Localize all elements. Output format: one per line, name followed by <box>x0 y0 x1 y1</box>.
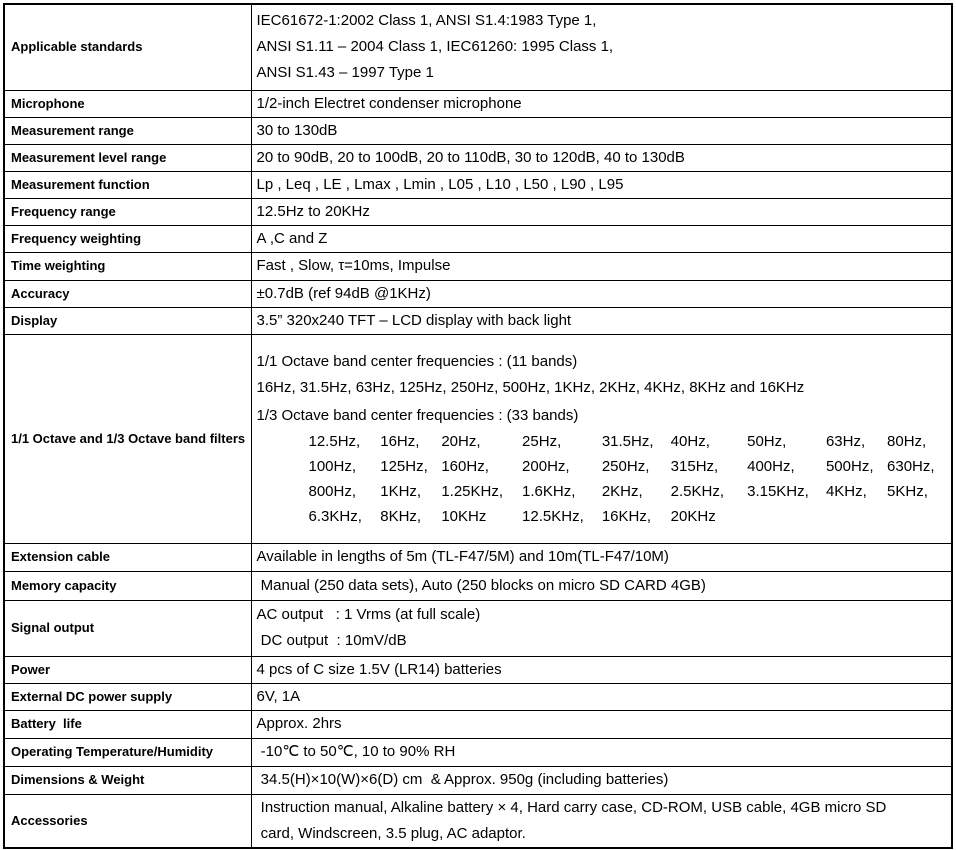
row-extension-cable <box>4 543 952 571</box>
value-time-weighting: Fast , Slow, τ=10ms, Impulse <box>251 252 952 280</box>
value-applicable-standards <box>251 4 952 90</box>
label-memory-capacity: Memory capacity <box>4 571 251 600</box>
band-cell: 200Hz, <box>522 457 570 475</box>
band-cell: 400Hz, <box>747 457 795 475</box>
band-cell: 31.5Hz, <box>601 432 654 450</box>
label-measurement-function: Measurement function <box>4 171 251 198</box>
row-accessories <box>4 794 952 848</box>
label-extension-cable: Extension cable <box>4 543 251 571</box>
value-line: AC output : 1 Vrms (at full scale) <box>256 606 481 623</box>
row-frequency-weighting <box>4 225 952 252</box>
band-cell: 50Hz, <box>747 432 787 450</box>
value-line: DC output : 10mV/dB <box>256 632 407 649</box>
band-cell <box>747 504 826 529</box>
value-signal-output <box>251 600 952 656</box>
band-cell: 500Hz, <box>825 457 874 475</box>
value-octave-filters <box>251 334 952 543</box>
value-operating-temperature: -10℃ to 50℃, 10 to 90% RH <box>251 738 952 766</box>
value-display: 3.5” 320x240 TFT – LCD display with back light <box>251 307 952 334</box>
row-display <box>4 307 952 334</box>
band-cell: 4KHz, <box>825 482 867 500</box>
value-measurement-level-range: 20 to 90dB, 20 to 100dB, 20 to 110dB, 30 to 120dB, 40 to 130dB <box>251 144 952 171</box>
label-applicable-standards: Applicable standards <box>4 4 251 90</box>
band-cell: 6.3KHz, <box>308 507 362 525</box>
band-cell: 40Hz, <box>670 432 710 450</box>
band-cell: 2KHz, <box>601 482 643 500</box>
value-accuracy: ±0.7dB (ref 94dB @1KHz) <box>251 280 952 307</box>
value-line: 16Hz, 31.5Hz, 63Hz, 125Hz, 250Hz, 500Hz, 1KHz, 2KHz, 4KHz, 8KHz and 16KHz <box>256 378 805 396</box>
row-operating-temperature <box>4 738 952 766</box>
row-dimensions-weight <box>4 766 952 794</box>
band-cell: 16KHz, <box>601 507 652 525</box>
label-power: Power <box>4 656 251 683</box>
value-accessories <box>251 794 952 848</box>
band-cell: 12.5Hz, <box>308 432 361 450</box>
band-cell: 1.6KHz, <box>522 482 576 500</box>
value-line: card, Windscreen, 3.5 plug, AC adaptor. <box>256 824 526 842</box>
value-frequency-range: 12.5Hz to 20KHz <box>251 198 952 225</box>
band-cell: 250Hz, <box>601 457 650 475</box>
label-battery-life: Battery life <box>4 710 251 738</box>
value-line: 1/1 Octave band center frequencies : (11 bands) <box>256 352 578 370</box>
label-frequency-weighting: Frequency weighting <box>4 225 251 252</box>
band-cell: 315Hz, <box>670 457 719 475</box>
band-cell <box>826 504 887 529</box>
value-dimensions-weight: 34.5(H)×10(W)×6(D) cm & Approx. 950g (including batteries) <box>251 766 952 794</box>
row-octave-filters <box>4 334 952 543</box>
row-memory-capacity <box>4 571 952 600</box>
value-battery-life: Approx. 2hrs <box>251 710 952 738</box>
row-power <box>4 656 952 683</box>
label-time-weighting: Time weighting <box>4 252 251 280</box>
band-cell: 2.5KHz, <box>670 482 725 500</box>
band-cell: 16Hz, <box>380 432 420 450</box>
label-accessories: Accessories <box>4 794 251 848</box>
label-accuracy: Accuracy <box>4 280 251 307</box>
row-measurement-range <box>4 117 952 144</box>
band-cell: 20Hz, <box>441 432 481 450</box>
row-applicable-standards <box>4 4 952 90</box>
band-cell: 630Hz, <box>887 457 935 475</box>
band-row <box>309 504 952 529</box>
value-measurement-range: 30 to 130dB <box>251 117 952 144</box>
band-cell: 25Hz, <box>522 432 562 450</box>
row-signal-output <box>4 600 952 656</box>
label-display: Display <box>4 307 251 334</box>
band-cell: 800Hz, <box>308 482 357 500</box>
band-cell <box>887 504 951 529</box>
row-battery-life <box>4 710 952 738</box>
band-row <box>309 479 952 504</box>
band-cell: 100Hz, <box>308 457 357 475</box>
label-signal-output: Signal output <box>4 600 251 656</box>
row-accuracy <box>4 280 952 307</box>
third-octave-band-grid <box>309 429 952 529</box>
value-line: IEC61672-1:2002 Class 1, ANSI S1.4:1983 Type 1, <box>256 12 597 30</box>
spec-table <box>3 3 953 849</box>
label-external-dc: External DC power supply <box>4 683 251 710</box>
label-operating-temperature: Operating Temperature/Humidity <box>4 738 251 766</box>
band-cell: 1.25KHz, <box>441 482 504 500</box>
value-power: 4 pcs of C size 1.5V (LR14) batteries <box>251 656 952 683</box>
label-octave-filters: 1/1 Octave and 1/3 Octave band filters <box>4 334 251 543</box>
value-external-dc: 6V, 1A <box>251 683 952 710</box>
value-memory-capacity: Manual (250 data sets), Auto (250 blocks on micro SD CARD 4GB) <box>251 571 952 600</box>
row-external-dc <box>4 683 952 710</box>
label-frequency-range: Frequency range <box>4 198 251 225</box>
row-measurement-function <box>4 171 952 198</box>
band-cell: 125Hz, <box>380 457 428 475</box>
band-cell: 3.15KHz, <box>747 482 809 500</box>
value-line: 1/3 Octave band center frequencies : (33 bands) <box>256 406 579 424</box>
value-frequency-weighting: A ,C and Z <box>251 225 952 252</box>
row-frequency-range <box>4 198 952 225</box>
value-extension-cable: Available in lengths of 5m (TL-F47/5M) and 10m(TL-F47/10M) <box>251 543 952 571</box>
value-line: ANSI S1.11 – 2004 Class 1, IEC61260: 1995 Class 1, <box>256 38 614 56</box>
band-cell: 8KHz, <box>380 507 422 525</box>
label-microphone: Microphone <box>4 90 251 117</box>
label-measurement-range: Measurement range <box>4 117 251 144</box>
band-row <box>309 454 952 479</box>
label-measurement-level-range: Measurement level range <box>4 144 251 171</box>
band-cell: 20KHz <box>670 507 716 525</box>
value-line: ANSI S1.43 – 1997 Type 1 <box>256 64 434 82</box>
band-cell: 5KHz, <box>887 482 928 500</box>
row-microphone <box>4 90 952 117</box>
band-cell: 10KHz <box>441 507 487 525</box>
band-row <box>309 429 952 454</box>
label-dimensions-weight: Dimensions & Weight <box>4 766 251 794</box>
row-time-weighting <box>4 252 952 280</box>
band-cell: 63Hz, <box>825 432 866 450</box>
value-microphone: 1/2-inch Electret condenser microphone <box>251 90 952 117</box>
value-line: Instruction manual, Alkaline battery × 4, Hard carry case, CD-ROM, USB cable, 4GB micro SD <box>256 798 887 816</box>
band-cell: 160Hz, <box>441 457 489 475</box>
band-cell: 1KHz, <box>380 482 422 500</box>
row-measurement-level-range <box>4 144 952 171</box>
value-measurement-function: Lp , Leq , LE , Lmax , Lmin , L05 , L10 , L50 , L90 , L95 <box>251 171 952 198</box>
band-cell: 80Hz, <box>887 432 927 450</box>
band-cell: 12.5KHz, <box>522 507 584 525</box>
